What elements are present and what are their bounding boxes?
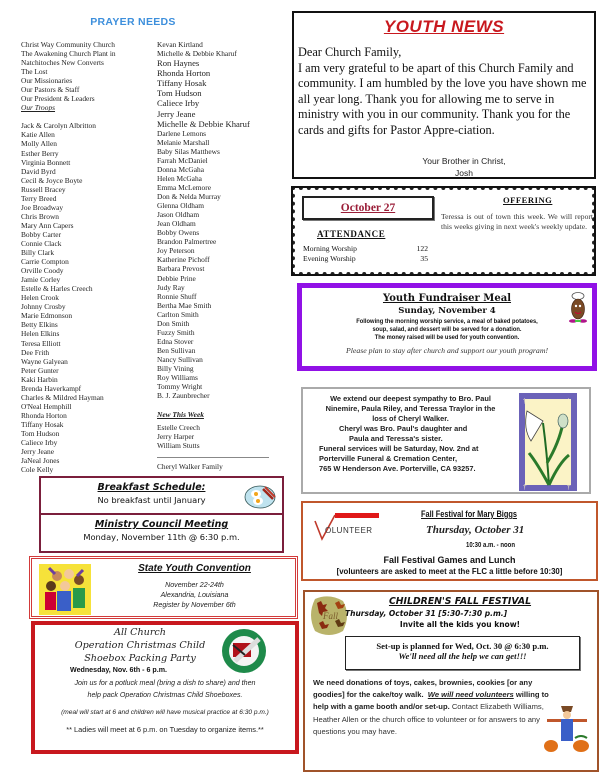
prayer-item: Tommy Wright (157, 382, 203, 392)
prayer-item: Russell Bracey (21, 184, 66, 194)
prayer-item: Helen Elkins (21, 329, 60, 339)
prayer-needs-title: PRAYER NEEDS (90, 16, 176, 28)
occ-meal-note: (meal will start at 6 and children will have musical practice at 6:30 p.m.) (61, 709, 269, 716)
attendance-value: 35 (420, 254, 428, 263)
svg-text:†: † (523, 397, 527, 405)
prayer-item: Dee Frith (21, 347, 50, 357)
occ-title-line: Shoebox Packing Party (84, 653, 196, 664)
youth-group-icon (39, 564, 91, 615)
signature-line: Your Brother in Christ, (422, 156, 506, 166)
occ-title-line: All Church (114, 627, 166, 638)
fall-festival-date: Thursday, October 31 (426, 524, 525, 536)
prayer-item: Michelle & Debbie Kharuf (157, 118, 250, 129)
svg-text:†: † (567, 483, 571, 491)
fundraiser-line: The money raised will be used for youth convention. (374, 334, 520, 342)
body-bold: willing to help with a game booth and/or set-up. (313, 690, 549, 712)
youth-convention-register: Register by November 6th (153, 601, 236, 609)
prayer-item: Bertha Mae Smith (157, 300, 212, 310)
offering-title: OFFERING (503, 195, 553, 205)
christmas-child-box (31, 621, 299, 754)
prayer-item: Barbara Prevost (157, 264, 205, 274)
setup-line: We'll need all the help we can get!!! (398, 651, 527, 661)
breakfast-subtitle: No breakfast until January (97, 495, 206, 505)
sympathy-line: Funeral services will be Saturday, Nov. 2nd at (319, 444, 479, 453)
prayer-item: Billy Vining (157, 363, 194, 373)
prayer-item: Bobby Owens (157, 228, 200, 238)
attendance-label: Evening Worship (303, 254, 356, 263)
occ-body-line: Join us for a potluck meal (bring a dish to share) and then (74, 679, 256, 687)
setup-line: Set-up is planned for Wed, Oct. 30 @ 6:30 p.m. (376, 641, 549, 651)
fall-festival-note: [volunteers are asked to meet at the FLC a little before 10:30] (336, 567, 563, 576)
prayer-item: Carrie Compton (21, 257, 69, 267)
signature-name: Josh (455, 168, 473, 178)
youth-news-paragraph: I am very grateful to be apart of this Church Family and community. I am humbled by the love you have shown me all year long. Thank you for allowing me to serve in ministry with you in our community. Thank you for the cards and gifts for Pastor Appre-ciation. (298, 60, 587, 137)
prayer-item: B. J. Zaunbrecher (157, 391, 210, 401)
prayer-item: Roy Williams (157, 373, 198, 383)
new-this-week-label: New This Week (157, 410, 204, 420)
occ-body-line: help pack Operation Christmas Child Shoeboxes. (87, 691, 243, 699)
attendance-row-evening (303, 254, 428, 263)
prayer-item: Jerry Jeane (157, 108, 196, 119)
attendance-value: 122 (416, 244, 428, 253)
childrens-festival-body (313, 677, 563, 738)
fundraiser-text (314, 318, 581, 343)
prayer-item: Tiffany Hosak (21, 419, 64, 429)
prayer-item: Katie Allen (21, 130, 55, 140)
prayer-item: Glenna Oldham (157, 201, 204, 211)
prayer-item: Cheryl Walker Family (157, 462, 223, 472)
fall-festival-title: Fall Festival for Mary Biggs (421, 509, 517, 519)
prayer-item: Kevan Kirtland (157, 40, 203, 49)
fall-festival-games: Fall Festival Games and Lunch (383, 555, 516, 565)
prayer-item: Esther Berry (21, 148, 59, 158)
youth-news-body (298, 45, 590, 138)
fall-festival-time: 10:30 a.m. - noon (466, 540, 516, 549)
prayer-item: Brandon Palmertree (157, 237, 217, 247)
prayer-item: Betty Elkins (21, 320, 58, 330)
prayer-item: Ron Haynes (157, 58, 200, 69)
body-emphasis: We will need volunteers (427, 690, 514, 700)
prayer-item: Don & Nelda Murray (157, 192, 221, 202)
breakfast-box (39, 476, 284, 515)
sympathy-line: Porterville Funeral & Cremation Center, (319, 454, 457, 463)
occ-ladies-note: ** Ladies will meet at 6 p.m. on Tuesday to organize items.** (66, 725, 264, 734)
prayer-item: William Stutts (157, 441, 200, 451)
childrens-festival-invite: Invite all the kids you know! (399, 620, 521, 629)
prayer-item: Jamie Corley (21, 275, 61, 285)
prayer-item: Our President & Leaders (21, 94, 95, 104)
svg-text:†: † (523, 483, 527, 491)
prayer-item: Jack & Carolyn Albritton (21, 121, 96, 131)
sympathy-box (301, 387, 591, 494)
sympathy-line: We extend our deepest sympathy to Bro. Paul (330, 394, 491, 403)
prayer-item: Emma McLemore (157, 183, 211, 193)
prayer-item: Debbie Prine (157, 273, 196, 283)
occ-when: Wednesday, Nov. 6th - 6 p.m. (70, 666, 167, 674)
prayer-item: Estelle & Harles Creech (21, 284, 93, 294)
prayer-item: Farrah McDaniel (157, 155, 208, 165)
childrens-fall-festival-box (303, 590, 599, 772)
prayer-item: Estelle Creech (157, 423, 200, 433)
youth-convention-box (29, 556, 298, 619)
prayer-item: Carlton Smith (157, 309, 199, 319)
fundraiser-line: soup, salad, and dessert will be served for a donation. (372, 326, 522, 334)
occ-title-line: Operation Christmas Child (74, 640, 206, 651)
childrens-festival-date: Thursday, October 31 [5:30-7:30 p.m.] (345, 609, 508, 618)
prayer-item: Our Missionaries (21, 76, 73, 86)
sympathy-line: 765 W Henderson Ave. Porterville, CA 93257. (319, 464, 476, 473)
ministry-council-subtitle: Monday, November 11th @ 6:30 p.m. (83, 532, 240, 542)
prayer-item: Teresa Elliott (21, 338, 61, 348)
potato-chef-icon (567, 292, 589, 324)
sympathy-line: loss of Cheryl Walker. (372, 414, 449, 423)
youth-convention-title: State Youth Convention (138, 563, 251, 574)
prayer-item: Ronnie Shuff (157, 291, 197, 301)
setup-box (345, 636, 580, 670)
ministry-council-title: Ministry Council Meeting (94, 519, 229, 530)
prayer-item: Katherine Pichoff (157, 255, 210, 265)
attendance-title: ATTENDANCE (317, 229, 386, 239)
prayer-item: Judy Ray (157, 282, 185, 292)
prayer-item: The Awakening Church Plant in (21, 49, 116, 59)
eggs-bacon-icon (243, 481, 277, 511)
prayer-item: Jason Oldham (157, 210, 200, 220)
prayer-item: Connie Clack (21, 238, 62, 248)
prayer-item: Orville Coody (21, 266, 64, 276)
sympathy-line: Cheryl was Bro. Paul's daughter and (339, 424, 468, 433)
operation-christmas-child-logo-icon (215, 627, 273, 675)
prayer-list-left (21, 40, 151, 474)
our-troops-label: Our Troops (21, 103, 56, 113)
easter-lily-icon (519, 393, 577, 491)
prayer-item: Donna McGaha (157, 164, 204, 174)
prayer-item: Jean Oldham (157, 219, 196, 229)
prayer-item: Molly Allen (21, 139, 57, 149)
prayer-item: Billy Clark (21, 248, 55, 258)
youth-news-paragraph: Dear Church Family, (298, 45, 402, 59)
svg-text:OLUNTEER: OLUNTEER (325, 526, 373, 535)
prayer-item: Michelle & Debbie Kharuf (157, 49, 237, 59)
prayer-item: Chris Brown (21, 211, 59, 221)
prayer-item: Fuzzy Smith (157, 327, 195, 337)
prayer-item: Jerry Jeane (21, 447, 55, 457)
prayer-item: Nancy Sullivan (157, 354, 203, 364)
prayer-item: Mary Ann Capers (21, 220, 74, 230)
youth-news-box (292, 11, 596, 179)
prayer-item: Ben Sullivan (157, 345, 196, 355)
prayer-item: Christ Way Community Church (21, 40, 115, 49)
prayer-item: Cecil & Joyce Boyte (21, 175, 83, 185)
prayer-item: O'Neal Hemphill (21, 401, 72, 411)
prayer-item: Rhonda Horton (21, 410, 67, 420)
prayer-item: Kaki Harbin (21, 374, 58, 384)
prayer-item: Edna Stover (157, 336, 194, 346)
prayer-item: Peter Gunter (21, 365, 59, 375)
prayer-item: Darlene Lemons (157, 128, 207, 138)
fundraiser-date: Sunday, November 4 (398, 306, 496, 316)
body-contact: Contact Elizabeth Williams, Heather Allen or the church office to volunteer or for answers to any questions you may have. (313, 702, 544, 736)
prayer-item: Melanie Marshall (157, 137, 210, 147)
prayer-item: JaNeal Jones (21, 456, 60, 466)
prayer-item: Joe Broadway (21, 202, 64, 212)
fall-festival-biggs-box (301, 501, 598, 581)
prayer-list-right (157, 40, 287, 471)
prayer-item: Don Smith (157, 318, 190, 328)
prayer-item: Natchitoches New Converts (21, 58, 104, 68)
prayer-item: Marie Edmonson (21, 311, 73, 321)
breakfast-title: Breakfast Schedule: (97, 482, 206, 493)
prayer-item: Johnny Crosby (21, 302, 66, 312)
volunteer-logo-icon (313, 511, 383, 543)
svg-text:Fall: Fall (323, 611, 338, 621)
youth-convention-dates: November 22-24th (165, 581, 224, 589)
youth-news-signature (404, 155, 524, 179)
prayer-item: Bobby Carter (21, 229, 62, 239)
fundraiser-title: Youth Fundraiser Meal (382, 293, 512, 304)
prayer-item: Baby Silas Matthews (157, 146, 220, 156)
fundraiser-note: Please plan to stay after church and support our youth program! (345, 345, 549, 355)
prayer-item: Tom Hudson (21, 428, 60, 438)
sympathy-line: Paula and Teressa's sister. (349, 434, 443, 443)
attendance-date: October 27 (302, 196, 434, 220)
youth-fundraiser-box (297, 283, 597, 371)
prayer-item: Charles & Mildred Hayman (21, 392, 104, 402)
prayer-item: Rhonda Horton (157, 68, 211, 79)
youth-news-title: YOUTH NEWS (383, 17, 505, 36)
prayer-item: Helen McGaha (157, 173, 202, 183)
prayer-item: Joy Peterson (157, 246, 195, 256)
prayer-item: Jerry Harper (157, 432, 195, 442)
sympathy-line: Ninemire, Paula Riley, and Teressa Traylor in the (325, 404, 496, 413)
attendance-row-morning (303, 244, 428, 253)
prayer-item: David Byrd (21, 166, 56, 176)
prayer-item: Tom Hudson (157, 88, 202, 99)
prayer-item: Caliece Irby (21, 438, 58, 448)
attendance-label: Morning Worship (303, 244, 357, 253)
youth-convention-location: Alexandria, Louisiana (160, 591, 229, 599)
childrens-festival-title: CHILDREN'S FALL FESTIVAL (388, 596, 532, 607)
prayer-item: Terry Breed (21, 193, 57, 203)
scarecrow-icon (541, 702, 593, 754)
body-bold: We need donations of toys, cakes, brownies, cookies [or any goodies] for the cake/toy walk. (313, 678, 533, 700)
prayer-item: Tiffany Hosak (157, 78, 207, 89)
attendance-offering-box (291, 186, 596, 276)
sympathy-text (307, 394, 514, 474)
prayer-item: Wayne Galyean (21, 356, 68, 366)
fundraiser-line: Following the morning worship service, a meal of baked potatoes, (356, 318, 538, 325)
prayer-item: Caliece Irby (157, 98, 200, 109)
ministry-council-box (39, 515, 284, 553)
svg-text:†: † (567, 397, 571, 405)
prayer-item: The Lost (21, 67, 48, 77)
prayer-item: Brenda Haverkampf (21, 383, 82, 393)
prayer-item: Cole Kelly (21, 465, 54, 475)
prayer-item: Helen Crook (21, 293, 59, 303)
prayer-item: Virginia Bonnett (21, 157, 71, 167)
prayer-item: Our Pastors & Staff (21, 85, 80, 95)
divider (157, 457, 269, 458)
offering-text: Teressa is out of town this week. We will report this weeks giving in next week's weekly update. (441, 212, 593, 231)
